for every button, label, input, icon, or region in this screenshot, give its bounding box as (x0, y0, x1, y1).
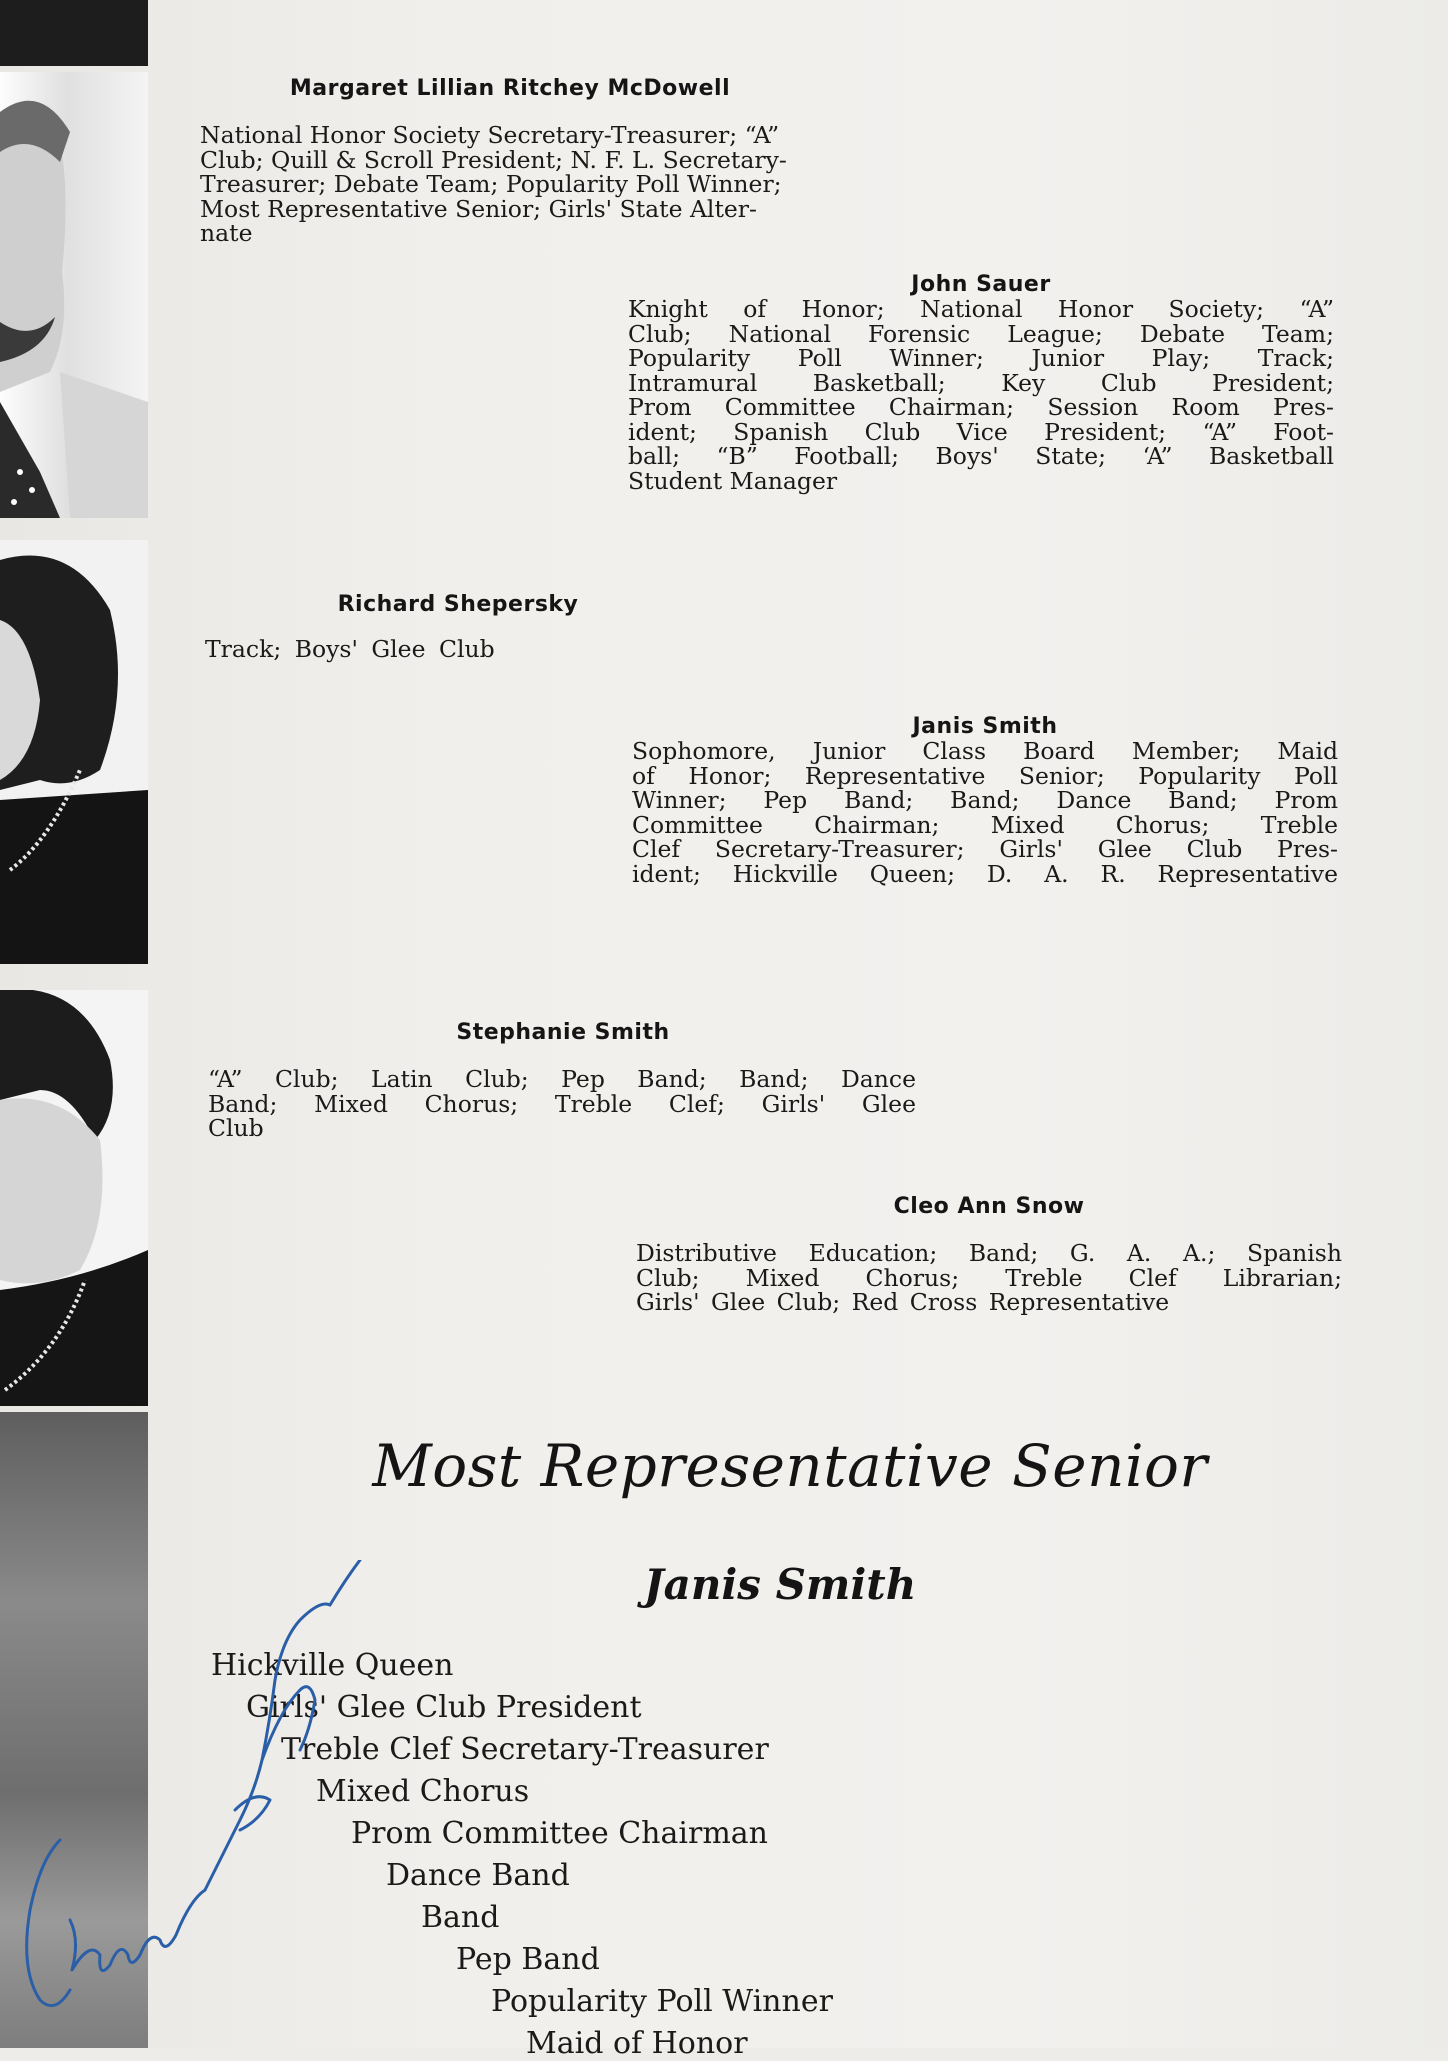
activity-line: “A” Club; Latin Club; Pep Band; Band; Dance (208, 1065, 916, 1093)
entry-richard-shepersky (205, 592, 705, 662)
student-activities (628, 297, 1334, 493)
activity-line: Winner; Pep Band; Band; Dance Band; Prom (632, 786, 1338, 814)
activity-line: Popularity Poll Winner; Junior Play; Track; (628, 344, 1334, 372)
activity-line: Club; National Forensic League; Debate Team; (628, 319, 1334, 348)
student-name: Cleo Ann Snow (893, 1194, 1085, 1219)
entry-janis-smith (632, 714, 1340, 886)
activity-line: Student Manager (628, 466, 838, 495)
honor-item: Band (421, 1900, 500, 1935)
entry-john-sauer (628, 272, 1336, 493)
activity-line: Treasurer; Debate Team; Popularity Poll Winner; (200, 170, 782, 198)
honor-item: Treble Clef Secretary-Treasurer (281, 1732, 769, 1767)
senior-photo-stephanie-smith (0, 990, 148, 1406)
honor-item: Prom Committee Chairman (351, 1816, 768, 1851)
activity-line: Most Representative Senior; Girls' State Alter- (200, 194, 757, 223)
activity-line: ball; “B” Football; Boys' State; ‘A” Basketball (628, 442, 1334, 470)
student-name: Stephanie Smith (456, 1020, 670, 1045)
senior-photo-janis-smith (0, 540, 148, 964)
senior-photo-top-fragment (0, 0, 148, 66)
activity-line: ident; Spanish Club Vice President; “A” Foot- (628, 417, 1334, 446)
activity-line: Club (208, 1114, 264, 1142)
senior-photo-cleo-ann-snow (0, 1412, 148, 2048)
activity-line: Girls' Glee Club; Red Cross Representative (636, 1288, 1170, 1316)
student-activities (636, 1241, 1342, 1315)
activity-line: Clef Secretary-Treasurer; Girls' Glee Club Pres- (632, 835, 1338, 863)
activity-line: Club; Mixed Chorus; Treble Clef Librarian; (636, 1263, 1342, 1292)
activity-line: Intramural Basketball; Key Club President; (628, 368, 1334, 397)
entry-margaret-mcdowell (200, 76, 910, 246)
activity-line: Knight of Honor; National Honor Society; “A” (628, 295, 1334, 323)
student-name: John Sauer (911, 272, 1051, 297)
student-activities (200, 123, 906, 246)
feature-name: Janis Smith (643, 1560, 917, 1609)
activity-line: ident; Hickville Queen; D. A. R. Representative (632, 859, 1338, 888)
activity-line: National Honor Society Secretary-Treasurer; “A” (200, 121, 780, 149)
student-name: Janis Smith (912, 714, 1058, 739)
activity-line: Track; Boys' Glee Club (205, 635, 495, 663)
honor-item: Pep Band (456, 1942, 600, 1977)
activity-line: nate (200, 219, 253, 247)
student-activities (205, 637, 705, 662)
activity-line: Distributive Education; Band; G. A. A.; Spanish (636, 1239, 1342, 1267)
activity-line: Club; Quill & Scroll President; N. F. L. Secretary- (200, 145, 787, 174)
student-name: Richard Shepersky (337, 592, 579, 617)
honor-item: Hickville Queen (211, 1648, 454, 1683)
honor-item: Mixed Chorus (316, 1774, 530, 1809)
student-name: Margaret Lillian Ritchey McDowell (289, 76, 731, 101)
student-activities (208, 1067, 916, 1141)
activity-line: Committee Chairman; Mixed Chorus; Treble (632, 810, 1338, 839)
entry-stephanie-smith (208, 1020, 918, 1141)
honor-item: Popularity Poll Winner (491, 1984, 833, 2019)
senior-photo-john-sauer (0, 72, 148, 518)
activity-line: Band; Mixed Chorus; Treble Clef; Girls' Glee (208, 1089, 916, 1118)
honor-item: Maid of Honor (526, 2026, 748, 2061)
student-activities (632, 739, 1338, 886)
honor-item: Girls' Glee Club President (246, 1690, 642, 1725)
activity-line: Sophomore, Junior Class Board Member; Maid (632, 737, 1338, 765)
activity-line: of Honor; Representative Senior; Popularity Poll (632, 761, 1338, 790)
honor-item: Dance Band (386, 1858, 570, 1893)
activity-line: Prom Committee Chairman; Session Room Pres- (628, 393, 1334, 421)
entry-cleo-ann-snow (636, 1194, 1344, 1315)
feature-title: Most Representative Senior (372, 1432, 1208, 1500)
